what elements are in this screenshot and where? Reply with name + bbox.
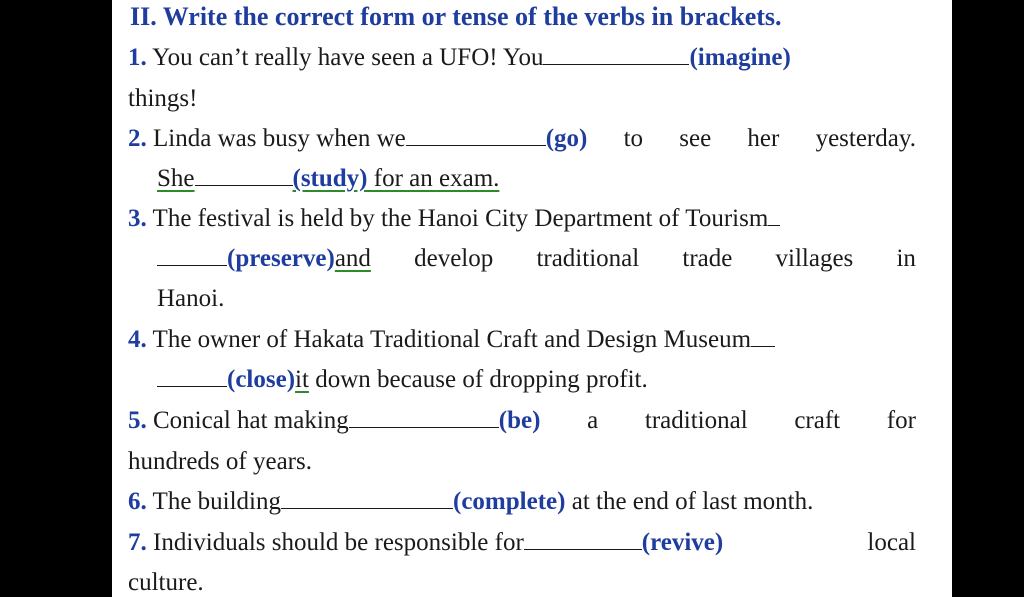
- item-3-number: 3.: [128, 205, 147, 232]
- item-3-line-3: [157, 283, 917, 315]
- item-2-line-2: [157, 163, 917, 195]
- item-7-number: 7.: [128, 529, 147, 556]
- item-4-answer-blank-start[interactable]: [751, 324, 775, 347]
- item-7-verb: (revive): [641, 529, 724, 556]
- item-7-text: Individuals should be responsible for: [146, 529, 524, 556]
- item-4-line-1: [128, 324, 916, 356]
- item-5-number: 5.: [128, 407, 147, 434]
- item-2-text: Linda was busy when we: [146, 125, 406, 152]
- item-2-verb-1: (go): [545, 125, 588, 152]
- item-4-continuation: down because of dropping profit.: [308, 366, 648, 393]
- item-6-answer-blank[interactable]: [281, 486, 453, 509]
- item-3-word: trade: [682, 245, 733, 272]
- item-1-text: You can’t really have seen a UFO! You: [146, 44, 544, 71]
- item-4-line-2: [157, 364, 917, 396]
- item-5-line-2: [128, 446, 916, 478]
- item-7-line-2: [128, 567, 916, 597]
- section-title: II. Write the correct form or tense of the verbs in brackets.: [130, 2, 782, 31]
- item-5-word: craft: [794, 407, 841, 434]
- item-3-word: develop: [414, 245, 494, 272]
- item-5-word: for: [886, 407, 916, 434]
- item-2-continuation-end: for an exam.: [367, 165, 500, 192]
- item-2-line-1: [128, 123, 916, 155]
- worksheet-page: [112, 0, 952, 597]
- item-6-number: 6.: [128, 488, 147, 515]
- item-1-answer-blank[interactable]: [543, 42, 689, 65]
- item-2-word: her: [747, 125, 780, 152]
- item-5-line-1: [128, 405, 916, 437]
- item-6-line-1: [128, 486, 916, 518]
- item-5-word: a: [587, 407, 599, 434]
- item-1-continuation: things!: [128, 85, 198, 112]
- item-5-continuation: hundreds of years.: [128, 448, 312, 475]
- item-3-text: The festival is held by the Hanoi City Department of Tourism: [146, 205, 769, 232]
- item-2-number: 2.: [128, 125, 147, 152]
- item-7-answer-blank[interactable]: [524, 527, 642, 550]
- item-2-verb-2: (study): [292, 165, 368, 192]
- item-4-number: 4.: [128, 326, 147, 353]
- item-2-answer-blank-2[interactable]: [195, 163, 293, 186]
- item-4-word: it: [295, 366, 309, 393]
- item-3-line-1: [128, 203, 916, 235]
- item-5-text: Conical hat making: [146, 407, 349, 434]
- item-4-answer-blank[interactable]: [157, 364, 227, 387]
- item-7-line-1: [128, 527, 916, 559]
- item-2-answer-blank-1[interactable]: [406, 123, 546, 146]
- item-2-word: yesterday.: [815, 125, 916, 152]
- item-1-line-2: [128, 83, 916, 115]
- item-1-verb: (imagine): [689, 44, 791, 71]
- item-6-text: The building: [146, 488, 282, 515]
- item-3-continuation: Hanoi.: [157, 285, 225, 312]
- item-4-verb: (close): [227, 366, 296, 393]
- item-1-line-1: [128, 42, 916, 74]
- item-3-verb: (preserve): [227, 245, 335, 272]
- item-5-word: traditional: [644, 407, 748, 434]
- item-3-line-2: [157, 243, 916, 275]
- item-3-word: in: [896, 245, 916, 272]
- item-2-word: to: [623, 125, 644, 152]
- item-5-answer-blank[interactable]: [349, 405, 499, 428]
- item-3-word: traditional: [536, 245, 640, 272]
- item-1-number: 1.: [128, 44, 147, 71]
- item-6-continuation: at the end of last month.: [565, 488, 814, 515]
- item-3-answer-blank-start[interactable]: [768, 203, 780, 226]
- item-7-word: local: [867, 529, 916, 556]
- item-3-word: villages: [775, 245, 854, 272]
- item-2-word: see: [679, 125, 712, 152]
- item-5-verb: (be): [498, 407, 541, 434]
- item-7-continuation: culture.: [128, 569, 204, 596]
- item-3-answer-blank[interactable]: [157, 243, 227, 266]
- item-6-verb: (complete): [453, 488, 566, 515]
- item-4-text: The owner of Hakata Traditional Craft and Design Museum: [146, 326, 752, 353]
- item-2-continuation: She: [157, 165, 195, 192]
- item-3-word: and: [334, 245, 371, 272]
